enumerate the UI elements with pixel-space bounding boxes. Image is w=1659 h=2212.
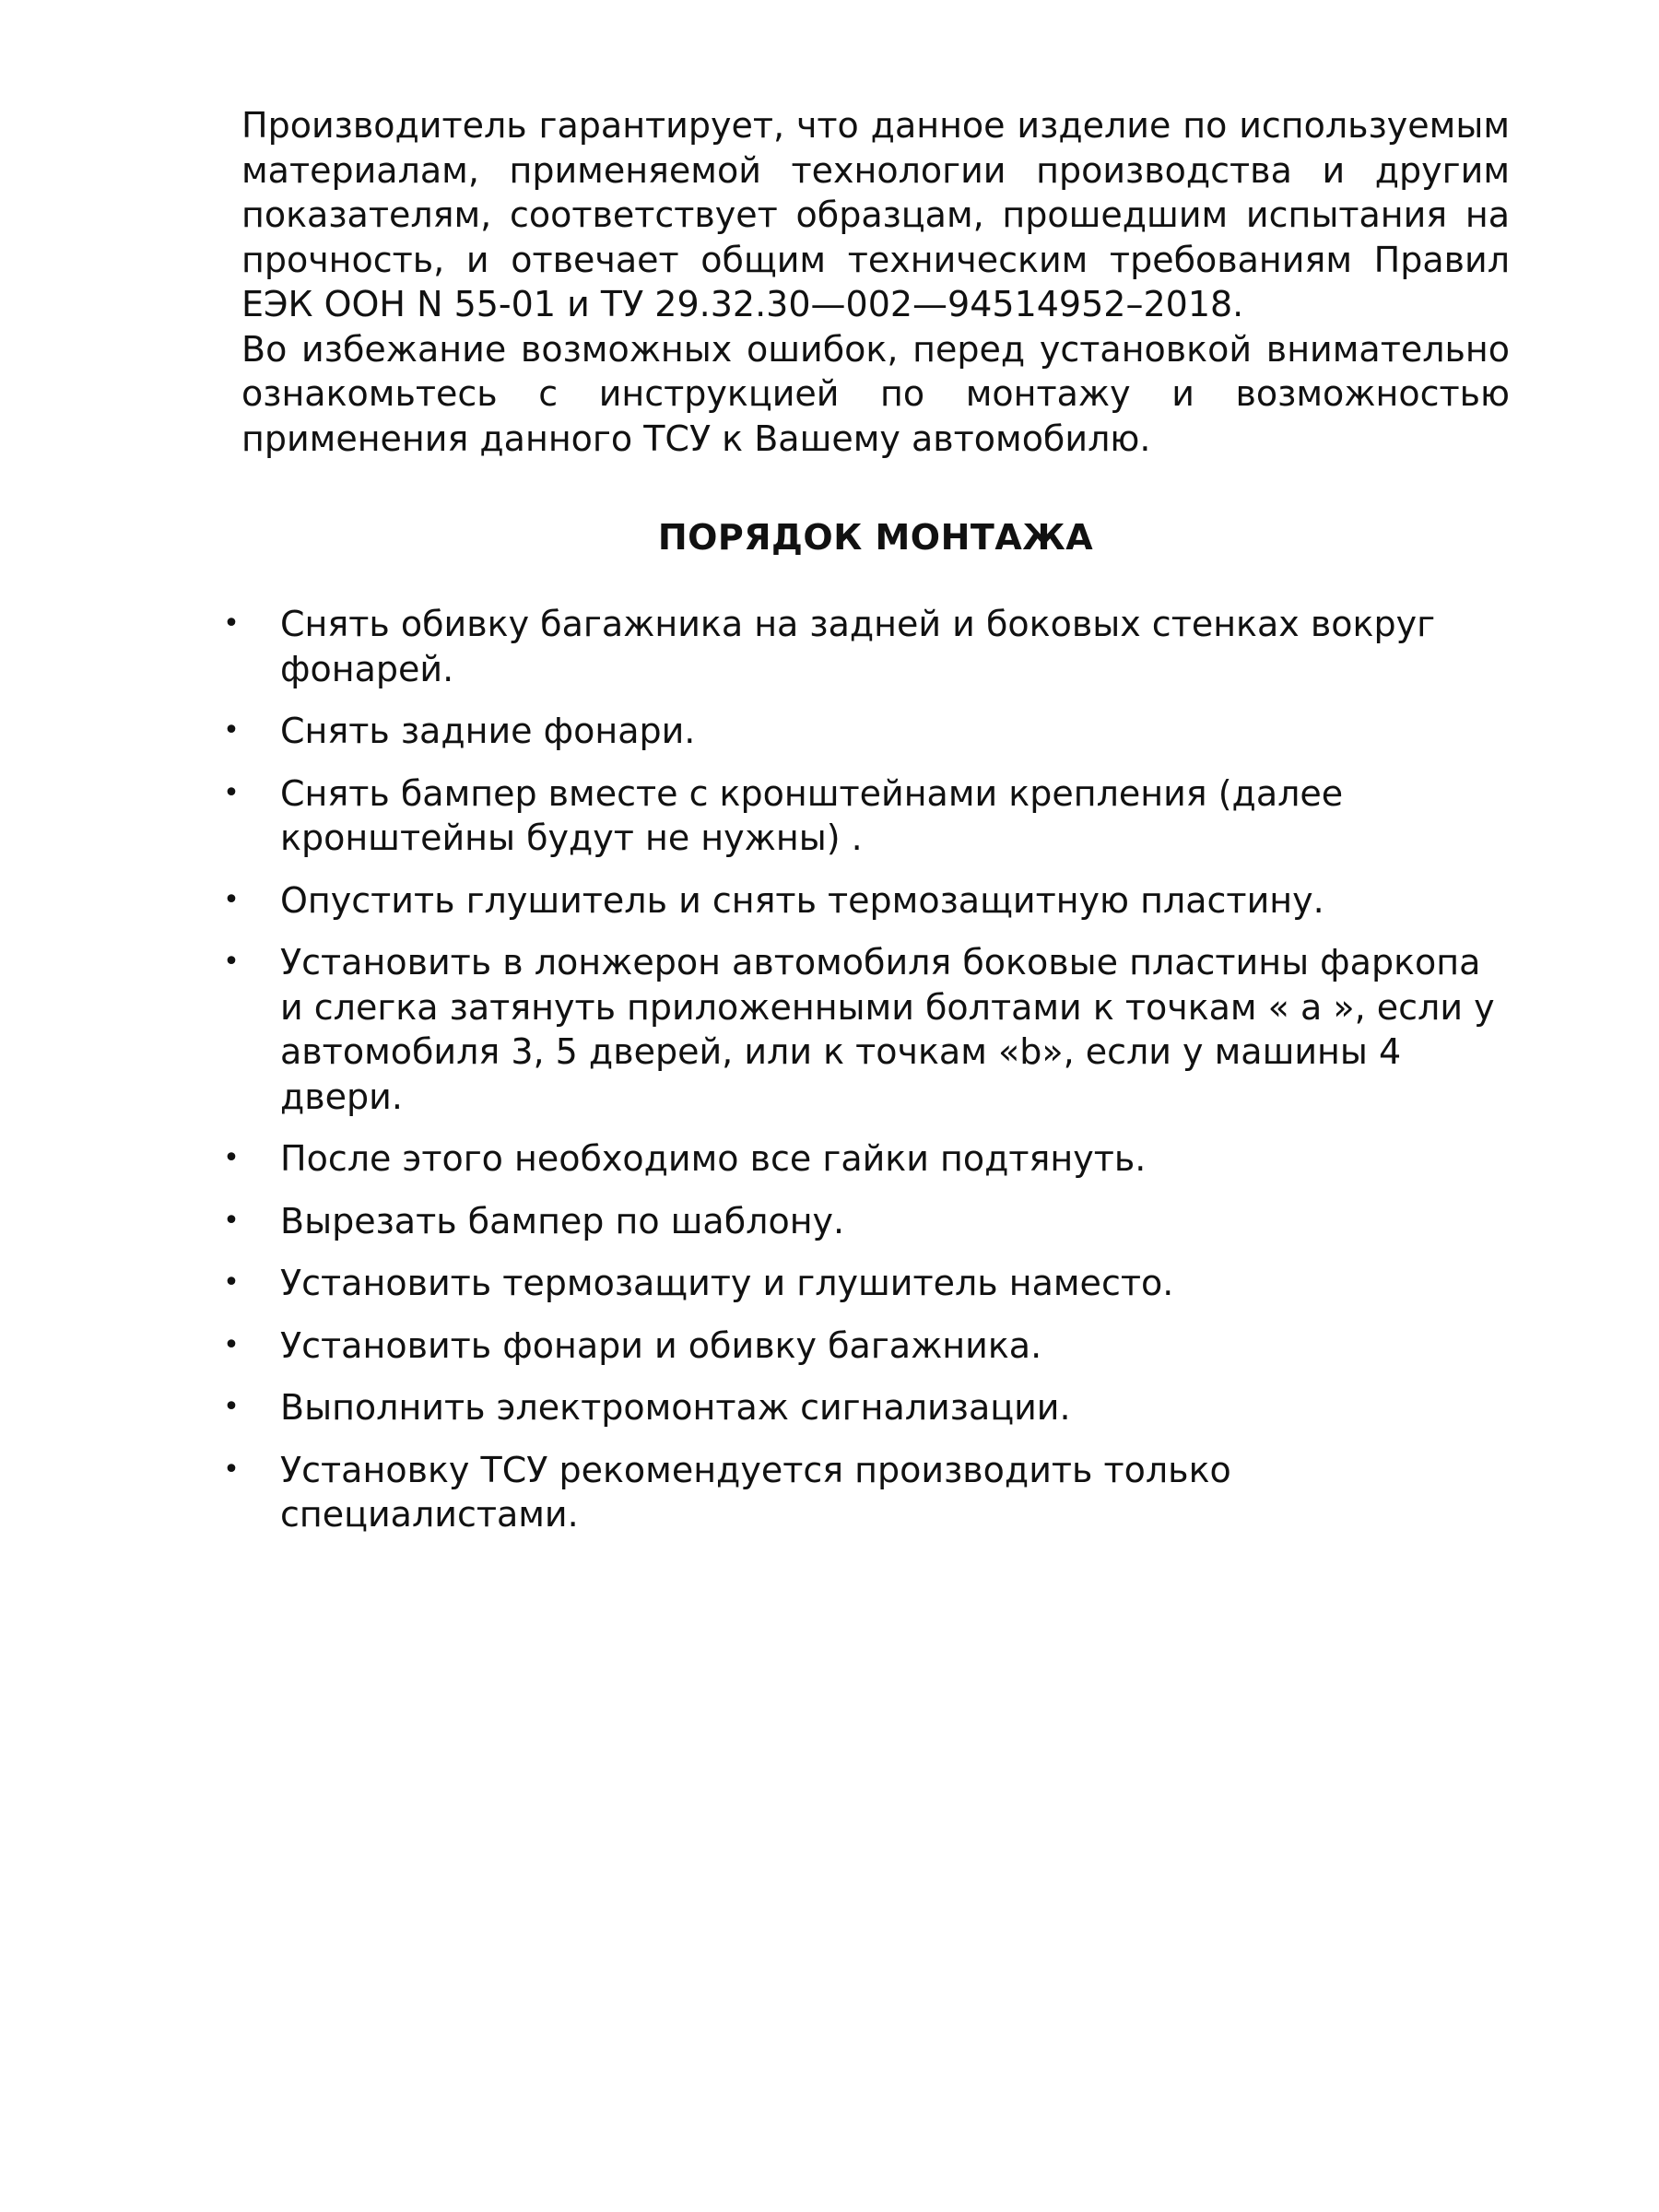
step-text: Установить фонари и обивку багажника. — [280, 1324, 1042, 1366]
list-item — [223, 1261, 1510, 1306]
list-item — [223, 1136, 1510, 1182]
bullet-icon: • — [223, 607, 240, 640]
step-text: Выполнить электромонтаж сигнализации. — [280, 1387, 1071, 1428]
list-item — [223, 709, 1510, 754]
caution-paragraph: Во избежание возможных ошибок, перед установкой внимательно ознакомьтесь с инструкцией по монтажу и возможностью применения данного ТСУ к Вашему автомобилю. — [241, 328, 1510, 459]
bullet-icon: • — [223, 1142, 240, 1174]
list-item — [223, 1385, 1510, 1430]
step-text: Снять бампер вместе с кронштейнами крепления (далее кронштейны будут не нужны) . — [280, 772, 1344, 858]
document-page — [223, 103, 1510, 1555]
list-item — [223, 940, 1510, 1119]
installation-steps-list — [223, 602, 1510, 1537]
list-item — [223, 1324, 1510, 1369]
bullet-icon: • — [223, 883, 240, 916]
step-text: Снять обивку багажника на задней и боковых стенках вокруг фонарей. — [280, 604, 1436, 689]
step-text: Вырезать бампер по шаблону. — [280, 1200, 845, 1241]
bullet-icon: • — [223, 946, 240, 978]
bullet-icon: • — [223, 1266, 240, 1299]
bullet-icon: • — [223, 1204, 240, 1237]
step-text: Установить термозащиту и глушитель наместо. — [280, 1263, 1174, 1303]
section-heading: ПОРЯДОК МОНТАЖА — [657, 517, 1094, 558]
list-item — [223, 771, 1510, 861]
bullet-icon: • — [223, 1453, 240, 1486]
bullet-icon: • — [223, 776, 240, 809]
list-item — [223, 1199, 1510, 1244]
list-item — [223, 602, 1510, 691]
list-item — [223, 878, 1510, 924]
warranty-paragraph: Производитель гарантирует, что данное изделие по используемым материалам, применяемой технологии производства и другим показателям, соответствует образцам, прошедшим испытания на прочность, и отвечает общим техническим требованиям Правил ЕЭК ООН N 55-01 и ТУ 29.32.30—002—94514952–2018. — [241, 105, 1510, 324]
step-text: Установку ТСУ рекомендуется производить только специалистами. — [280, 1449, 1231, 1535]
bullet-icon: • — [223, 1391, 240, 1423]
bullet-icon: • — [223, 1328, 240, 1361]
step-text: Установить в лонжерон автомобиля боковые пластины фаркопа и слегка затянуть приложенными болтами к точкам « а », если у автомобиля 3, 5 дверей, или к точкам «b», если у машины 4 двери. — [280, 942, 1495, 1117]
list-item — [223, 1448, 1510, 1537]
intro-section — [241, 103, 1510, 461]
bullet-icon: • — [223, 714, 240, 747]
step-text: Опустить глушитель и снять термозащитную пластину. — [280, 879, 1324, 921]
step-text: После этого необходимо все гайки подтянуть. — [280, 1138, 1147, 1179]
step-text: Снять задние фонари. — [280, 711, 696, 751]
